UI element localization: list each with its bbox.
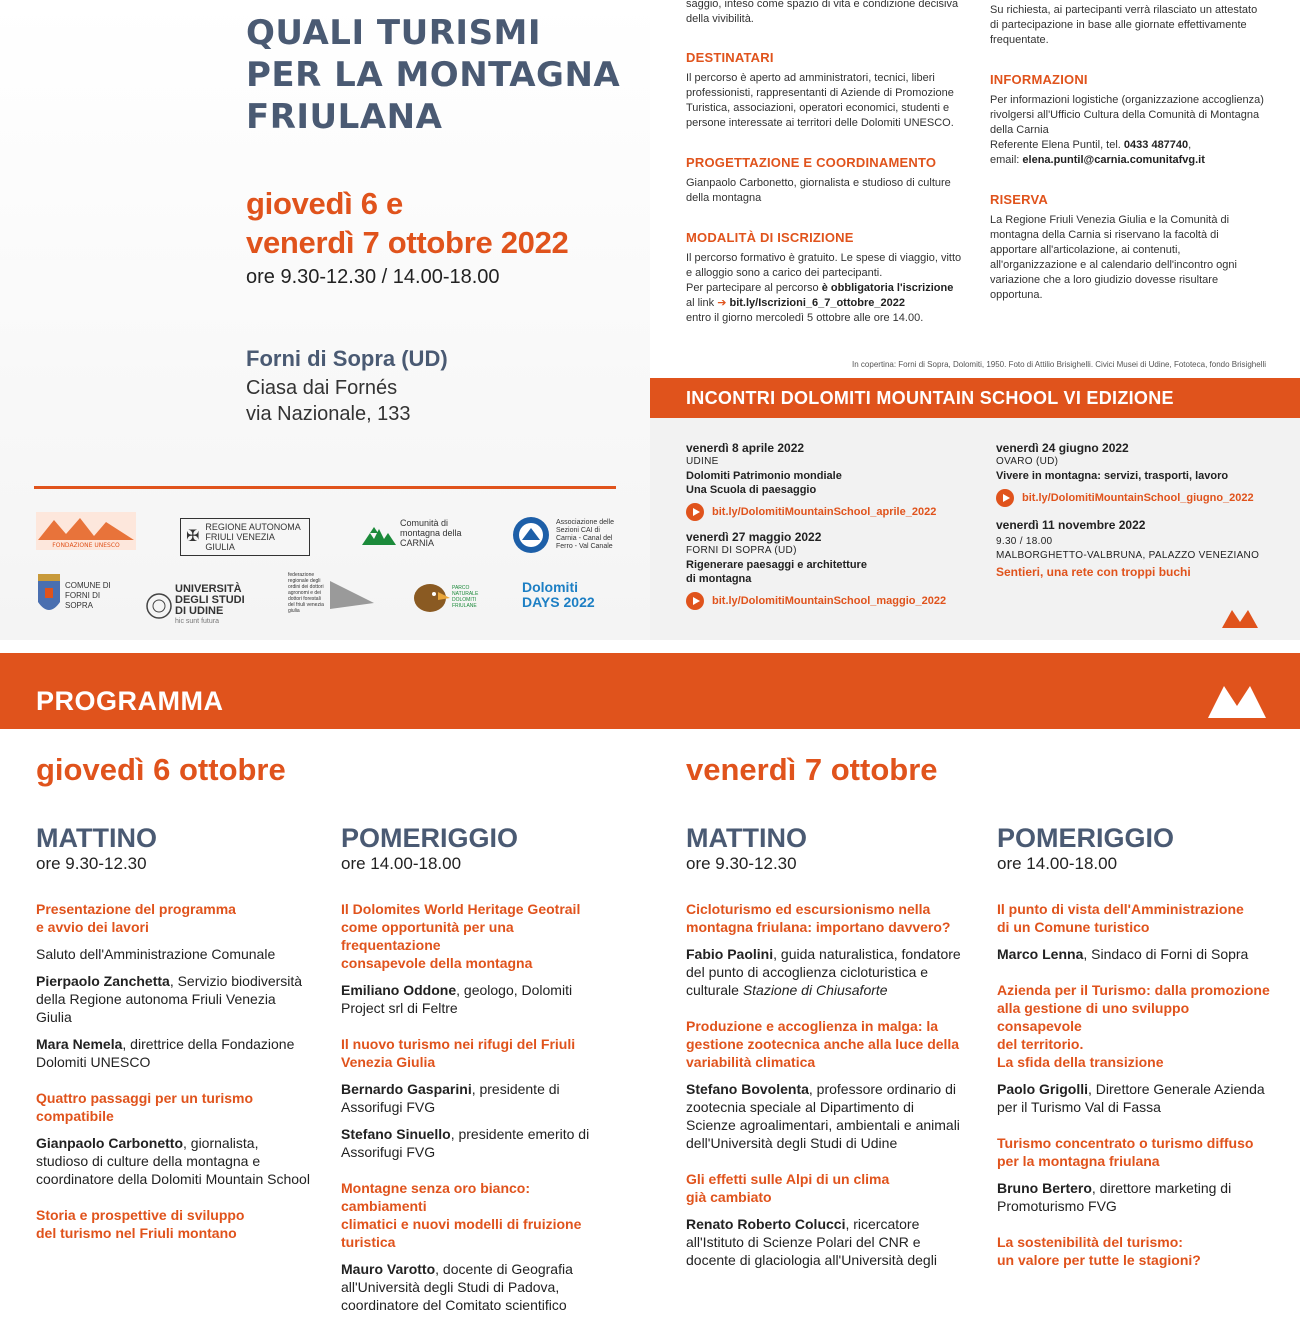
speaker: Paolo Grigolli, Direttore Generale Azienda per il Turismo Val di Fassa: [997, 1081, 1265, 1115]
venue-city: Forni di Sopra (UD): [246, 346, 448, 371]
section-heading-destinatari: DESTINATARI: [686, 50, 774, 65]
event-item: [996, 518, 1296, 579]
play-icon: [686, 592, 704, 610]
page-title: QUALI TURISMI PER LA MONTAGNA FRIULANA: [246, 13, 621, 137]
session-hours: ore 14.00-18.00: [341, 854, 462, 873]
event-place: UDINE: [686, 456, 719, 467]
speaker: Bernardo Gasparini, presidente di Assorifugi FVG: [341, 1081, 560, 1115]
arrow-right-icon: ➔: [717, 297, 727, 309]
mountain-logo-icon: [1208, 684, 1266, 718]
event-title: Vivere in montagna: servizi, trasporti, lavoro: [996, 470, 1229, 482]
informazioni-text: Per informazioni logistiche (organizzazione accoglienza) rivolgersi all'Ufficio Cultura della Comunità di Montagna della Carnia: [990, 94, 1264, 136]
modalita-text: Il percorso formativo è gratuito. Le spese di viaggio, vitto e alloggio sono a carico dei partecipanti.: [686, 252, 962, 279]
event-date: venerdì 24 giugno 2022: [996, 441, 1129, 455]
logo-regione-fvg: [180, 518, 310, 556]
logo-federazione-text: federazione regionale degli ordini dei dottori agronomi e dei dottori forestali del friuli venezia giulia: [288, 572, 324, 614]
venue-place: Ciasa dai Fornés: [246, 377, 398, 399]
logo-dolomiti-days: [522, 580, 604, 610]
talk-title: Gli effetti sulle Alpi di un clima già cambiato: [686, 1171, 890, 1205]
venue-street: via Nazionale, 133: [246, 403, 411, 425]
event-time: 9.30 / 18.00: [996, 536, 1053, 547]
event-link[interactable]: bit.ly/DolomitiMountainSchool_aprile_2022: [686, 503, 986, 521]
talk-title: Cicloturismo ed escursionismo nella montagna friulana: importano davvero?: [686, 901, 951, 935]
event-item: [686, 530, 986, 610]
informazioni-tel-line: Referente Elena Puntil, tel. 0433 487740,: [990, 139, 1192, 151]
event-title: Sentieri, una rete con troppi buchi: [996, 565, 1191, 579]
iscrizione-link[interactable]: bit.ly/Iscrizioni_6_7_ottobre_2022: [729, 297, 905, 309]
schedule-day2-afternoon: [997, 822, 1272, 1278]
speaker: Marco Lenna, Sindaco di Forni di Sopra: [997, 946, 1249, 962]
talk-title: Azienda per il Turismo: dalla promozione alla gestione di uno sviluppo consapevole del territorio. La sfida della transizione: [997, 982, 1270, 1070]
logo-universita-text: UNIVERSITÀ DEGLI STUDI DI UDINE: [175, 583, 245, 617]
divider: [34, 486, 616, 489]
talk-title: Quattro passaggi per un turismo compatibile: [36, 1090, 254, 1124]
cai-badge-icon: [512, 516, 550, 554]
logo-regione-text: REGIONE AUTONOMA FRIULI VENEZIA GIULIA: [205, 522, 301, 552]
play-icon: [686, 503, 704, 521]
event-date-line1: giovedì 6 e: [246, 186, 403, 221]
university-seal-icon: [146, 593, 172, 619]
event-date: venerdì 27 maggio 2022: [686, 530, 822, 544]
phone-number[interactable]: 0433 487740: [1123, 139, 1189, 151]
schedule-day1-morning: [36, 822, 311, 1251]
destinatari-text: Il percorso è aperto ad amministratori, tecnici, liberi professionisti, rappresentanti di Aziende di Promozione Turistica, associazioni, operatori economici, studenti e persone interessate ai territori delle Dolomiti UNESCO.: [686, 72, 954, 129]
talk-title: La sostenibilità del turismo: un valore per tutte le stagioni?: [997, 1234, 1201, 1268]
logo-parco-text: PARCO NATURALE DOLOMITI FRIULANE: [452, 585, 479, 609]
event-title: Rigenerare paesaggi e architetture: [686, 559, 867, 571]
speaker: Mara Nemela, direttrice della Fondazione Dolomiti UNESCO: [36, 1036, 295, 1070]
speaker: Saluto dell'Amministrazione Comunale: [36, 946, 276, 962]
svg-text:FONDAZIONE UNESCO: FONDAZIONE UNESCO: [52, 542, 120, 549]
eagle-icon: ✠: [186, 528, 200, 545]
section-heading-informazioni: INFORMAZIONI: [990, 72, 1088, 87]
speaker: Bruno Bertero, direttore marketing di Promoturismo FVG: [997, 1180, 1232, 1214]
event-place: FORNI DI SOPRA (UD): [686, 545, 797, 556]
session-heading: MATTINO: [36, 823, 157, 853]
info-column-right: [990, 3, 1268, 303]
logo-universita-motto: hic sunt futura: [175, 618, 219, 625]
mountain-logo-icon: [1222, 608, 1258, 628]
play-icon: [996, 489, 1014, 507]
event-place: OVARO (UD): [996, 456, 1059, 467]
speaker: Mauro Varotto, docente di Geografia all'Università degli Studi di Padova, coordinatore del Comitato scientifico: [341, 1261, 573, 1313]
carnia-triangles-icon: [362, 521, 396, 545]
talk-title: Il punto di vista dell'Amministrazione di un Comune turistico: [997, 901, 1244, 935]
speaker: Pierpaolo Zanchetta, Servizio biodiversità della Regione autonoma Friuli Venezia Giulia: [36, 973, 303, 1025]
speaker: Fabio Paolini, guida naturalistica, fondatore del punto di accoglienza cicloturistica e culturale Stazione di Chiusaforte: [686, 946, 961, 998]
modalita-deadline: entro il giorno mercoledì 5 ottobre alle ore 14.00.: [686, 312, 924, 324]
event-time: ore 9.30-12.30 / 14.00-18.00: [246, 266, 500, 288]
speaker: Gianpaolo Carbonetto, giornalista, studioso di culture della montagna e coordinatore della Dolomiti Mountain School: [36, 1135, 310, 1187]
logo-federazione-agronomi: [288, 572, 374, 614]
schedule-day2-morning: [686, 822, 961, 1278]
event-date: venerdì 11 novembre 2022: [996, 518, 1146, 532]
email-link[interactable]: elena.puntil@carnia.comunitafvg.it: [1022, 154, 1205, 166]
riserva-text: La Regione Friuli Venezia Giulia e la Comunità di montagna della Carnia si riservano la facoltà di apportare all'articolazione, ai contenuti, all'organizzazione e al calendario dell'incontro ogni variazione che a loro giudizio dovesse risultare opportuna.: [990, 214, 1237, 301]
logo-comunita-carnia: [362, 518, 478, 548]
eagle-head-icon: [410, 580, 450, 614]
talk-title: Presentazione del programma e avvio dei lavori: [36, 901, 236, 935]
session-heading: MATTINO: [686, 823, 807, 853]
session-heading: POMERIGGIO: [341, 823, 519, 853]
speaker: Renato Roberto Colucci, ricercatore all'Istituto di Scienze Polari del CNR e docente di glaciologia all'Università degli: [686, 1216, 937, 1268]
info-column-left: [686, 0, 964, 326]
event-date: venerdì 8 aprile 2022: [686, 441, 805, 455]
programma-title: PROGRAMMA: [36, 686, 224, 716]
photo-credit: In copertina: Forni di Sopra, Dolomiti, 1950. Foto di Attilio Brisighelli. Civici Musei di Udine, Fototeca, fondo Brisighelli: [852, 360, 1266, 369]
event-link[interactable]: bit.ly/DolomitiMountainSchool_maggio_2022: [686, 592, 986, 610]
modalita-link-line: al link ➔ bit.ly/Iscrizioni_6_7_ottobre_2022: [686, 297, 905, 309]
event-item: [686, 441, 986, 521]
logo-cai: [512, 516, 618, 554]
logo-carnia-text: Comunità di montagna della CARNIA: [400, 518, 462, 548]
intro-text: saggio, inteso come spazio di vita e condizione decisiva della vivibilità.: [686, 0, 959, 25]
logo-comune-forni: [36, 574, 111, 618]
session-hours: ore 14.00-18.00: [997, 854, 1118, 873]
day-heading-giovedi: giovedì 6 ottobre: [36, 752, 286, 787]
speaker: Emiliano Oddone, geologo, Dolomiti Project srl di Feltre: [341, 982, 573, 1016]
logo-fondazione-unesco: [36, 512, 136, 550]
event-date-line2: venerdì 7 ottobre 2022: [246, 225, 569, 260]
event-title-line2: di montagna: [686, 573, 752, 585]
event-item: [996, 441, 1296, 507]
session-hours: ore 9.30-12.30: [686, 854, 797, 873]
talk-title: Il nuovo turismo nei rifugi del Friuli Venezia Giulia: [341, 1036, 576, 1070]
schedule-day1-afternoon: [341, 822, 616, 1323]
logo-universita-udine: [146, 584, 253, 627]
event-link[interactable]: bit.ly/DolomitiMountainSchool_giugno_2022: [996, 489, 1296, 507]
speaker: Stefano Sinuello, presidente emerito di Assorifugi FVG: [341, 1126, 590, 1160]
talk-title: Produzione e accoglienza in malga: la gestione zootecnica anche alla luce della variabilità climatica: [686, 1018, 960, 1070]
talk-title: Montagne senza oro bianco: cambiamenti climatici e nuovi modelli di fruizione turistica: [341, 1180, 582, 1250]
session-hours: ore 9.30-12.30: [36, 854, 147, 873]
logo-comune-text: COMUNE DI FORNI DI SOPRA: [65, 581, 111, 610]
event-title: Dolomiti Patrimonio mondiale: [686, 470, 842, 482]
progettazione-text: Gianpaolo Carbonetto, giornalista e studioso di culture della montagna: [686, 177, 951, 204]
event-place: MALBORGHETTO-VALBRUNA, PALAZZO VENEZIANO: [996, 550, 1260, 561]
section-heading-riserva: RISERVA: [990, 192, 1048, 207]
attestato-text: Su richiesta, ai partecipanti verrà rilasciato un attestato di partecipazione in base alle giornate effettivamente frequentate.: [990, 4, 1258, 46]
modalita-obbligo: Per partecipare al percorso è obbligatoria l'iscrizione: [686, 282, 954, 294]
talk-title: Turismo concentrato o turismo diffuso per la montagna friulana: [997, 1135, 1254, 1169]
federazione-shape-icon: [328, 573, 374, 613]
incontri-title: INCONTRI DOLOMITI MOUNTAIN SCHOOL VI EDIZIONE: [686, 388, 1174, 408]
day-heading-venerdi: venerdì 7 ottobre: [686, 752, 938, 787]
session-heading: POMERIGGIO: [997, 823, 1175, 853]
speaker: Stefano Bovolenta, professore ordinario di zootecnia speciale al Dipartimento di Scienze agroalimentari, ambientali e animali dell'Università degli Studi di Udine: [686, 1081, 960, 1151]
talk-title: Storia e prospettive di sviluppo del turismo nel Friuli montano: [36, 1207, 245, 1241]
section-heading-modalita: MODALITÀ DI ISCRIZIONE: [686, 230, 854, 245]
unesco-mountains-icon: [36, 512, 136, 550]
event-title-line2: Una Scuola di paesaggio: [686, 484, 817, 496]
talk-title: Il Dolomites World Heritage Geotrail come opportunità per una frequentazione consapevole della montagna: [341, 901, 581, 971]
informazioni-email-line: email: elena.puntil@carnia.comunitafvg.it: [990, 154, 1205, 166]
logo-days-text: Dolomiti DAYS 2022: [522, 579, 595, 610]
logo-cai-text: Associazione delle Sezioni CAI di Carnia - Canal del Ferro - Val Canale: [556, 519, 614, 550]
logo-parco-dolomiti: [410, 580, 482, 614]
coat-of-arms-icon: [36, 574, 62, 618]
section-heading-progettazione: PROGETTAZIONE E COORDINAMENTO: [686, 155, 937, 170]
